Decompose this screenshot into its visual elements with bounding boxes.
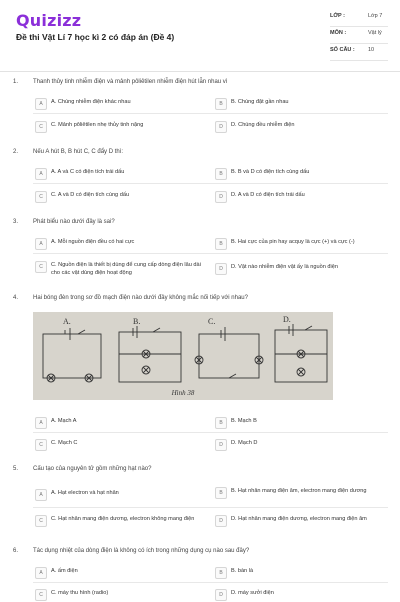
option-letter: C [35,589,47,601]
option-text: C. Mạch C [51,440,78,446]
question-text: Nếu A hút B, B hút C, C đẩy D thì: [33,149,124,155]
option-letter: A [35,489,47,501]
option-text: D. A và D có điện tích trái dấu [231,192,305,198]
option-b[interactable] [215,486,390,500]
header [0,0,400,64]
question-number: 2. [13,149,19,155]
question-text: Cấu tạo của nguyên tử gồm những hạt nào? [33,466,152,472]
option-text: D. Vật nào nhiễm điện vật ấy là nguồn điện [231,264,338,270]
question-number: 1. [13,79,19,85]
option-letter: B [215,567,227,579]
option-b[interactable] [215,97,390,111]
option-letter: A [35,168,47,180]
option-text: B. Mạch B [231,418,257,424]
option-a[interactable] [35,97,195,111]
option-divider [33,113,388,114]
circuit-c-wire [199,334,259,378]
option-text: D. Chúng đều nhiễm điện [231,122,295,128]
option-letter: D [215,121,227,133]
meta-value: 10 [368,47,375,53]
option-divider [33,253,388,254]
circuit-b-wire [119,332,181,382]
option-text: A. A và C có điện tích trái dấu [51,169,125,175]
option-text: B. Hạt nhân mang điện âm, electron mang điện dương [231,488,367,494]
option-text: B. B và D có điện tích cùng dấu [231,169,310,175]
option-text: D. Mạch D [231,440,258,446]
option-letter: D [215,589,227,601]
option-text: A. ấm điện [51,568,78,574]
meta-label: LỚP : [330,13,345,19]
circuit-label-a: A. [63,317,71,326]
option-letter: C [35,191,47,203]
figure-caption: Hình 38 [171,389,195,397]
option-letter: C [35,439,47,451]
question-number: 5. [13,466,19,472]
circuit-a-wire [43,334,101,378]
option-d[interactable] [215,262,390,276]
option-d[interactable] [215,120,390,134]
question-number: 3. [13,219,19,225]
meta-row-subject [330,27,388,44]
option-letter: D [215,263,227,275]
option-c[interactable] [35,438,195,452]
option-d[interactable] [215,190,390,204]
option-divider [33,183,388,184]
question-text: Phát biểu nào dưới đây là sai? [33,219,115,225]
option-d[interactable] [215,514,390,528]
option-text: B. Chúng đặt gần nhau [231,99,289,105]
option-letter: B [215,238,227,250]
option-b[interactable] [215,416,390,430]
meta-value: Vật lý [368,30,382,36]
question-text: Hai bóng đèn trong sơ đồ mạch điện nào dưới đây không mắc nối tiếp với nhau? [33,295,248,301]
option-text: C. Mảnh pôliêtilen nhẹ thủy tinh nặng [51,122,144,128]
option-divider [33,432,388,433]
option-letter: D [215,515,227,527]
meta-label: SỐ CÂU : [330,47,355,53]
meta-value: Lớp 7 [368,13,383,19]
page-title: Đề thi Vật Lí 7 học kì 2 có đáp án (Đề 4) [16,32,175,42]
option-text: B. bàn là [231,568,254,574]
option-text: C. A và D có điện tích cùng dấu [51,192,130,198]
option-text: D. máy sưởi điện [231,590,274,596]
option-c[interactable] [35,260,201,276]
question-text: Tác dụng nhiệt của dòng điện là không có ích trong những dụng cụ nào sau đây? [33,548,250,554]
option-letter: D [215,439,227,451]
circuit-label-d: D. [283,315,291,324]
circuit-d-wire [275,330,327,382]
option-b[interactable] [215,167,390,181]
option-letter: C [35,261,47,273]
option-c[interactable] [35,190,195,204]
quizizz-logo: Quizizz [16,11,82,30]
circuit-label-c: C. [208,317,216,326]
header-divider [0,71,400,72]
option-text: C. Hạt nhân mang điện dương, electron không mang điện [51,516,195,522]
option-b[interactable] [215,237,390,251]
question-number: 4. [13,295,19,301]
option-text: C. Nguồn điện là thiết bị dùng để cung cấp dòng điện lâu dài cho các vật dùng điện hoạt động [51,262,201,276]
option-letter: C [35,515,47,527]
option-b[interactable] [215,566,390,580]
meta-table [330,10,388,61]
option-text: C. máy thu hình (radio) [51,590,109,596]
option-letter: A [35,417,47,429]
question-text: Thanh thủy tinh nhiễm điện và mảnh pôliêtilen nhiễm điện hút lẫn nhau vì [33,79,228,85]
option-a[interactable] [35,488,195,502]
option-divider [33,582,388,583]
meta-label: MÔN : [330,30,347,36]
option-letter: B [215,168,227,180]
option-a[interactable] [35,237,195,251]
option-letter: B [215,487,227,499]
option-text: A. Mạch A [51,418,77,424]
circuit-diagram-figure [33,312,333,400]
option-c[interactable] [35,514,195,528]
option-letter: A [35,98,47,110]
option-text: A. Chúng nhiễm điện khác nhau [51,99,131,105]
meta-row-count [330,44,388,61]
option-text: A. Mỗi nguồn điện đều có hai cực [51,239,135,245]
circuit-diagrams [33,312,333,400]
option-letter: D [215,191,227,203]
option-letter: B [215,417,227,429]
option-a[interactable] [35,167,195,181]
option-letter: A [35,238,47,250]
option-c[interactable] [35,120,195,134]
question-number: 6. [13,548,19,554]
option-text: B. Hai cực của pin hay acquy là cực (+) và cực (-) [231,239,355,245]
meta-row-class [330,10,388,27]
option-divider [33,507,388,508]
option-a[interactable] [35,566,195,580]
option-text: A. Hạt electron và hạt nhân [51,490,119,496]
option-letter: C [35,121,47,133]
option-letter: A [35,567,47,579]
option-d[interactable] [215,438,390,452]
option-letter: B [215,98,227,110]
option-text: D. Hạt nhân mang điện dương, electron mang điện âm [231,516,367,522]
option-a[interactable] [35,416,195,430]
circuit-label-b: B. [133,317,141,326]
